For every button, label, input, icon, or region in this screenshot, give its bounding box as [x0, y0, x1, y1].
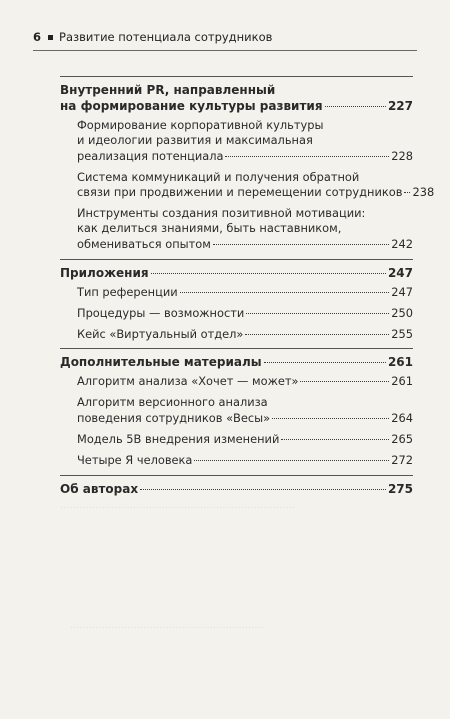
toc-subentry [77, 306, 413, 321]
toc-entry-title: связи при продвижении и перемещении сотрудников [77, 185, 403, 200]
section-separator [60, 76, 413, 77]
dot-leader [300, 381, 389, 382]
dot-leader [194, 460, 389, 461]
toc-entry-title: Модель 5В внедрения изменений [77, 431, 280, 446]
toc-section-entry [60, 354, 413, 370]
toc-subentry [77, 169, 435, 201]
dot-leader [225, 156, 389, 157]
toc-entry-title: и идеологии развития и максимальная [77, 133, 313, 148]
toc-entry-title: поведения сотрудников «Весы» [77, 410, 271, 425]
dot-leader [404, 192, 410, 193]
toc-entry-title: на формирование культуры развития [60, 99, 323, 113]
toc-entry-title: Приложения [60, 265, 149, 280]
section-separator [60, 475, 413, 476]
toc-section-entry [60, 82, 413, 114]
toc-entry-title: обмениваться опытом [77, 236, 211, 251]
dot-leader [140, 489, 386, 490]
toc-page-number: 238 [412, 185, 435, 200]
dot-leader [325, 106, 386, 107]
toc-entry-title: Инструменты создания позитивной мотивации: [77, 206, 366, 221]
section-separator [60, 348, 413, 349]
toc-entry-title: Дополнительные материалы [60, 355, 262, 370]
toc-entry-title: Процедуры — возможности [77, 305, 245, 320]
toc-entry-title: Алгоритм анализа «Хочет — может» [77, 374, 299, 389]
running-title: Развитие потенциала сотрудников [59, 30, 273, 44]
bullet-square-icon [48, 35, 53, 40]
dot-leader [281, 439, 389, 440]
page-number: 6 [33, 30, 42, 44]
toc-page-number: 275 [387, 481, 413, 496]
toc-subentry [77, 453, 413, 468]
toc-subentry [77, 395, 413, 426]
section-separator [60, 259, 413, 260]
page-header [33, 30, 417, 44]
dot-leader [246, 313, 389, 314]
dot-leader [180, 292, 390, 293]
toc-subentry [77, 374, 413, 389]
toc-section-entry [60, 265, 413, 281]
toc-entry-title: Система коммуникаций и получения обратной [77, 169, 360, 184]
toc-subentry [77, 432, 413, 447]
dot-leader [245, 334, 389, 335]
toc-entry-title: Четыре Я человека [77, 452, 193, 467]
toc-entry-title: Об авторах [60, 481, 139, 496]
toc-page-number: 265 [391, 431, 413, 446]
toc-entry-title: реализация потенциала [77, 148, 224, 163]
dot-leader [272, 418, 389, 419]
dot-leader [151, 273, 386, 274]
table-of-contents [60, 76, 435, 500]
toc-page-number: 250 [391, 305, 413, 320]
toc-page-number: 261 [387, 355, 413, 370]
toc-page-number: 247 [387, 265, 413, 280]
show-through-decoration: .......................................................................... [60, 500, 296, 511]
toc-page-number: 247 [391, 284, 413, 299]
toc-entry-title: Кейс «Виртуальный отдел» [77, 326, 244, 341]
show-through-decoration: ............................................................. [70, 620, 264, 631]
toc-entry-title: Формирование корпоративной культуры [77, 118, 324, 132]
toc-page-number: 272 [391, 452, 413, 467]
toc-page-number: 261 [391, 374, 413, 389]
toc-page-number: 228 [391, 148, 413, 163]
toc-entry-title: Алгоритм версионного анализа [77, 395, 268, 410]
toc-entry-title: как делиться знаниями, быть наставником, [77, 221, 342, 236]
toc-subentry [77, 118, 413, 164]
toc-subentry [77, 206, 413, 252]
toc-entry-title: Тип референции [77, 284, 178, 299]
toc-subentry [77, 285, 413, 300]
dot-leader [264, 362, 386, 363]
toc-page-number: 255 [391, 326, 413, 341]
toc-section-entry [60, 481, 413, 497]
toc-page-number: 227 [387, 99, 413, 113]
header-rule [33, 50, 417, 51]
dot-leader [213, 244, 389, 245]
toc-page-number: 242 [391, 236, 413, 251]
toc-page-number: 264 [391, 410, 413, 425]
toc-entry-title: Внутренний PR, направленный [60, 83, 276, 97]
toc-subentry [77, 327, 413, 342]
